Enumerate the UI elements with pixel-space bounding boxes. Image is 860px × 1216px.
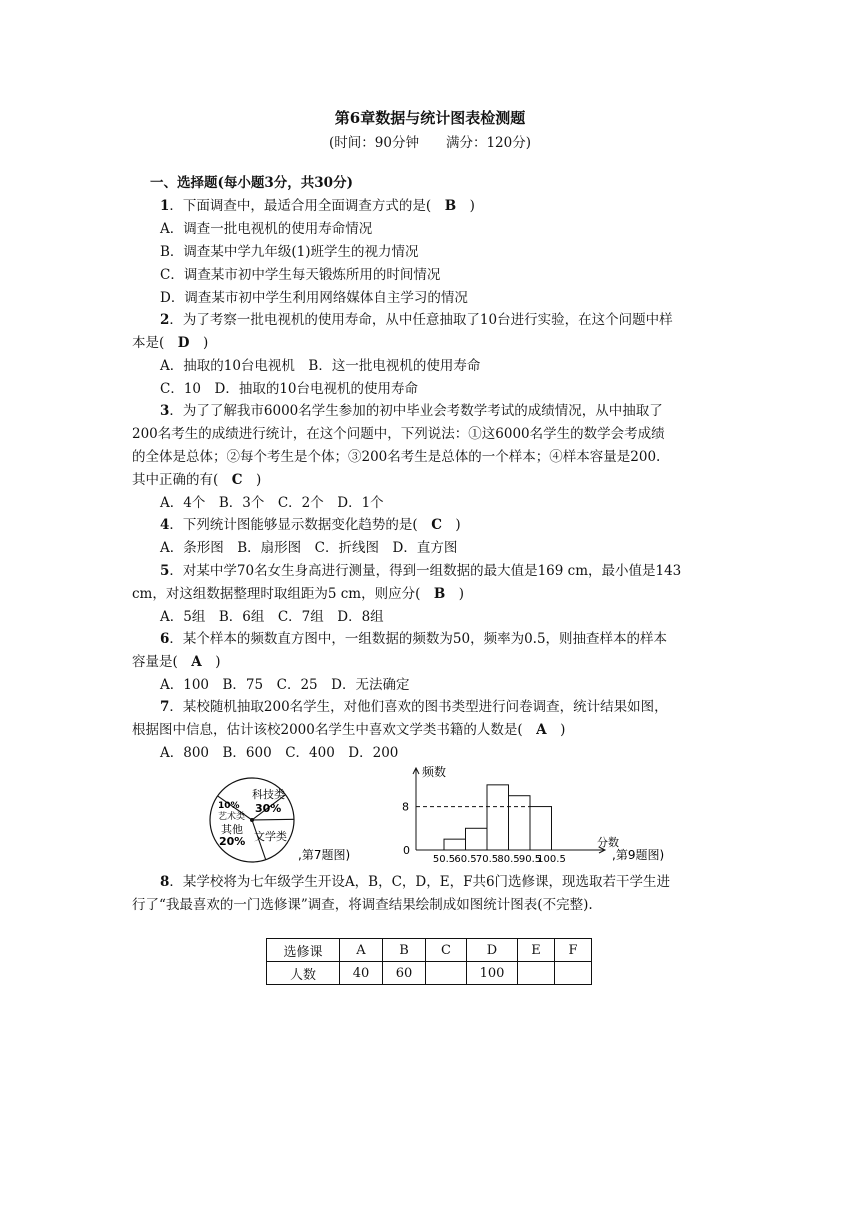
table-cell: B [383,939,426,962]
answer: D [177,335,190,351]
figure-7-caption: ,第7题图) [298,848,351,862]
y-tick-label: 0 [403,844,410,857]
question-8: 8．某学校将为七年级学生开设A，B，C，D，E，F共6门选修课，现选取若干学生进 [160,874,671,890]
x-tick-label: 60.5 [454,854,477,865]
pie-chart-figure-7 [196,770,376,870]
question-8-cont: 行了“我最喜欢的一门选修课”调查，将调查结果绘制成如图统计图表(不完整). [132,897,593,913]
answer: A [536,722,547,738]
figure-9-caption: ,第9题图) [612,848,665,862]
y-tick-label: 8 [402,800,409,814]
option: A．调查一批电视机的使用寿命情况 [160,221,373,237]
table-cell: 选修课 [267,939,340,962]
section-heading: 一、选择题(每小题3分，共30分) [150,175,353,191]
table-cell: E [518,939,555,962]
option: A．5组 B．6组 C．7组 D．8组 [160,609,384,625]
table-cell: C [426,939,467,962]
elective-table [266,938,592,985]
pie-center [250,818,254,822]
question-6-cont: 容量是( A ) [132,654,221,670]
answer: B [433,586,446,602]
pie-label: 20% [219,835,246,848]
option: A．4个 B．3个 C．2个 D．1个 [160,495,384,511]
option: A．抽取的10台电视机 B．这一批电视机的使用寿命 [160,358,481,374]
answer: C [231,472,243,488]
histogram-bar [466,828,488,850]
question-3-cont: 其中正确的有( C ) [132,472,262,488]
table-header-row [267,939,592,962]
table-cell: D [467,939,518,962]
option: C．调查某市初中学生每天锻炼所用的时间情况 [160,267,441,283]
pie-label: 文学类 [254,830,287,843]
histogram-bar [444,839,466,850]
pie-slice-boundary-2 [252,819,294,820]
table-cell: A [340,939,383,962]
pie-label: 艺术类 [218,812,246,822]
x-tick-label: 70.5 [475,854,499,865]
x-tick-label: 90.5 [518,854,542,865]
question-5-cont: cm，对这组数据整理时取组距为5 cm，则应分( B ) [132,586,465,602]
option: A．800 B．600 C．400 D．200 [160,745,399,761]
question-4: 4．下列统计图能够显示数据变化趋势的是( C ) [160,517,461,533]
table-row [267,962,592,985]
question-1: 1．下面调查中，最适合用全面调查方式的是( B ) [160,198,475,214]
question-5: 5．对某中学70名女生身高进行测量，得到一组数据的最大值是169 cm，最小值是143 [160,563,682,579]
answer: B [444,198,457,214]
question-2-cont: 本是( D ) [132,335,209,351]
histogram-figure-9 [400,760,690,870]
x-tick-label: 80.5 [497,854,520,865]
question-7-cont: 根据图中信息，估计该校2000名学生中喜欢文学类书籍的人数是( A ) [132,722,566,738]
table-cell [555,962,592,985]
question-3-cont: 的全体是总体；②每个考生是个体；③200名考生是总体的一个样本；④样本容量是200. [132,449,661,465]
pie-label: 其他 [221,823,243,836]
answer: C [431,517,442,533]
question-3: 3．为了了解我市6000名学生参加的初中毕业会考数学考试的成绩情况，从中抽取了 [160,403,663,419]
page-subtitle: (时间：90分钟 满分：120分) [329,135,531,151]
answer: A [191,654,202,670]
table-cell: 60 [383,962,426,985]
page-title: 第6章数据与统计图表检测题 [334,109,526,127]
question-2: 2．为了考察一批电视机的使用寿命，从中任意抽取了10台进行实验，在这个问题中样 [160,312,673,328]
x-tick-label: 50.5 [432,854,456,865]
table-cell: 人数 [267,962,340,985]
histogram-bar [530,807,552,850]
histogram-bar [509,796,531,850]
histogram-bar [487,785,509,850]
question-6: 6．某个样本的频数直方图中，一组数据的频数为50，频率为0.5，则抽查样本的样本 [160,631,668,647]
pie-label: 10% [218,801,240,811]
option: A．100 B．75 C．25 D．无法确定 [160,677,410,693]
option: D．调查某市初中学生利用网络媒体自主学习的情况 [160,290,468,306]
y-axis-label: 频数 [422,765,447,779]
option: C．10 D．抽取的10台电视机的使用寿命 [160,381,419,397]
question-7: 7．某校随机抽取200名学生，对他们喜欢的图书类型进行问卷调查，统计结果如图， [160,699,668,715]
x-axis-label: 分数 [597,836,619,849]
table-cell: 100 [467,962,518,985]
table-cell: F [555,939,592,962]
question-3-cont: 200名考生的成绩进行统计，在这个问题中，下列说法：①这6000名学生的数学会考成绩 [132,426,665,442]
option: A．条形图 B．扇形图 C．折线图 D．直方图 [160,540,458,556]
table-cell [518,962,555,985]
pie-label: 30% [255,802,282,815]
option: B．调查某中学九年级(1)班学生的视力情况 [160,244,419,260]
table-cell: 40 [340,962,383,985]
pie-label: 科技类 [252,788,285,801]
x-tick-label: 100.5 [537,854,566,865]
table-cell [426,962,467,985]
